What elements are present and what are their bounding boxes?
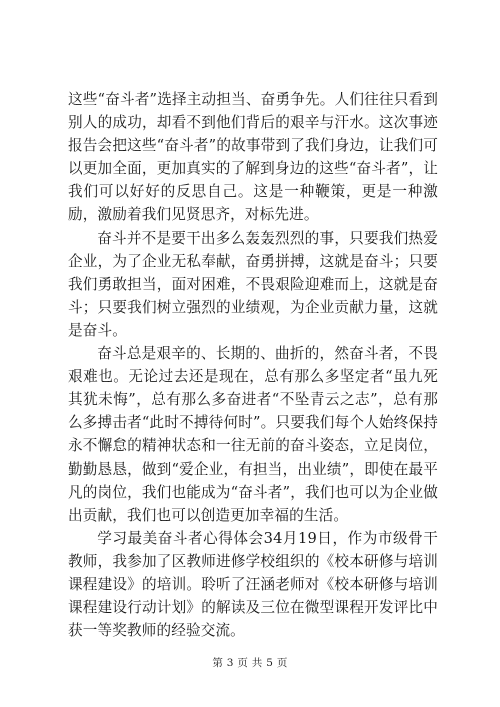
document-body bbox=[68, 88, 438, 642]
paragraph-1: 这些“奋斗者”选择主动担当、奋勇争先。人们往往只看到别人的成功，却看不到他们背后的艰辛与汗水。这次事迹报告会把这些“奋斗者”的故事带到了我们身边，让我们可以更加全面，更加真实的了解到身边的这些“奋斗者”，让我们可以好好的反思自己。这是一种鞭策，更是一种激励，激励着我们见贤思齐，对标先进。 bbox=[68, 91, 438, 224]
paragraph-3: 奋斗总是艰辛的、长期的、曲折的，然奋斗者，不畏艰难也。无论过去还是现在，总有那么多坚定者“虽九死其犹未悔”，总有那么多奋进者“不坠青云之志”，总有那么多搏击者“此时不搏待何时”。只要我们每个人始终保持永不懈怠的精神状态和一往无前的奋斗姿态，立足岗位，勤勤恳恳，做到“爱企业，有担当，出业绩”，即使在最平凡的岗位，我们也能成为“奋斗者”，我们也可以为企业做出贡献，我们也可以创造更加幸福的生活。 bbox=[68, 345, 438, 524]
paragraph-2: 奋斗并不是要干出多么轰轰烈烈的事，只要我们热爱企业，为了企业无私奉献，奋勇拼搏，这就是奋斗；只要我们勇敢担当，面对困难，不畏艰险迎难而上，这就是奋斗；只要我们树立强烈的业绩观，为企业贡献力量，这就是奋斗。 bbox=[68, 229, 438, 339]
paragraph-4: 学习最美奋斗者心得体会34月19日，作为市级骨干教师，我参加了区教师进修学校组织的《校本研修与培训课程建设》的培训。聆听了汪涵老师对《校本研修与培训课程建设行动计划》的解读及三位在微型课程开发评比中获一等奖教师的经验交流。 bbox=[68, 529, 438, 640]
page-number-footer: 第 3 页 共 5 页 bbox=[212, 657, 288, 669]
